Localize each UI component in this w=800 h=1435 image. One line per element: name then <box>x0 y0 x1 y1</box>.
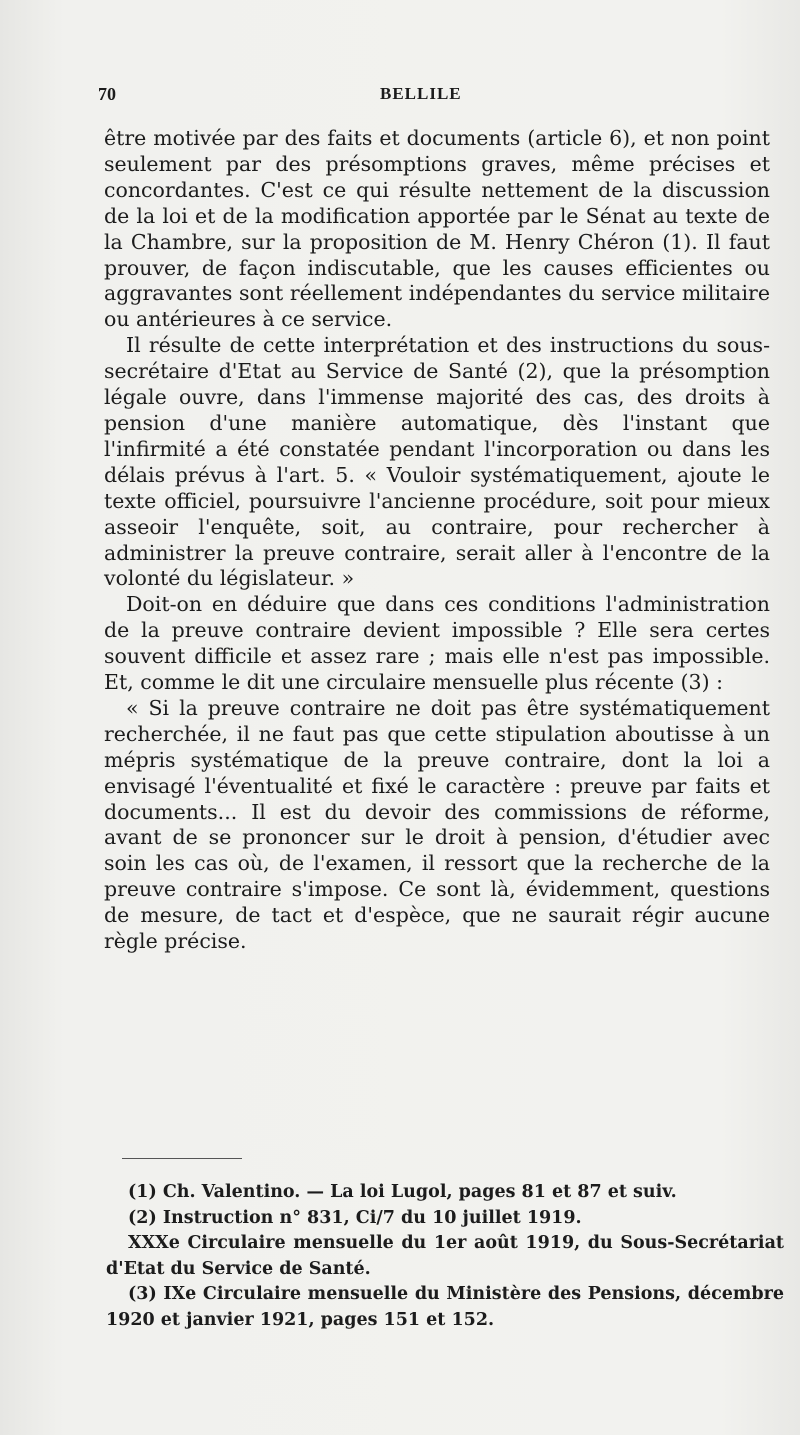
footnote-divider <box>122 1158 242 1159</box>
footnote-2-continuation: XXXe Circulaire mensuelle du 1er août 1919, du Sous-Secrétariat d'Etat du Service de Santé. <box>106 1233 784 1279</box>
page-number: 70 <box>98 84 116 104</box>
page-header <box>98 84 708 110</box>
footnotes <box>106 1180 784 1333</box>
body-text <box>104 126 770 955</box>
paragraph: Il résulte de cette interprétation et des instructions du sous-secrétaire d'Etat au Service de Santé (2), que la présomption légale ouvre, dans l'immense majorité des cas, des droits à pension d'une manière automatique, dès l'instant que l'infirmité a été constatée pendant l'incorporation ou dans les délais prévus à l'art. 5. « Vouloir systématiquement, ajoute le texte officiel, poursuivre l'ancienne procédure, soit pour mieux asseoir l'enquête, soit, au contraire, pour rechercher à administrer la preuve contraire, serait aller à l'encontre de la volonté du législateur. » <box>104 333 770 591</box>
footnote-3: (3) IXe Circulaire mensuelle du Ministère des Pensions, décembre 1920 et janvier 1921, pages 151 et 152. <box>106 1284 784 1330</box>
paragraph-continuation: être motivée par des faits et documents (article 6), et non point seulement par des présomptions graves, même précises et concordantes. C'est ce qui résulte nettement de la discussion de la loi et de la modification apportée par le Sénat au texte de la Chambre, sur la proposition de M. Henry Chéron (1). Il faut prouver, de façon indiscutable, que les causes efficientes ou aggravantes sont réellement indépendantes du service militaire ou antérieures à ce service. <box>104 126 770 332</box>
quoted-paragraph: « Si la preuve contraire ne doit pas être systématiquement recherchée, il ne faut pas que cette stipulation aboutisse à un mépris systématique de la preuve contraire, dont la loi a envisagé l'éventualité et fixé le caractère : preuve par faits et documents... Il est du devoir des commissions de réforme, avant de se prononcer sur le droit à pension, d'étudier avec soin les cas où, de l'examen, il ressort que la recherche de la preuve contraire s'impose. Ce sont là, évidemment, questions de mesure, de tact et d'espèce, que ne saurait régir aucune règle précise. <box>104 695 770 954</box>
footnote-2: (2) Instruction n° 831, Ci/7 du 10 juillet 1919. <box>128 1207 582 1228</box>
running-title: BELLILE <box>380 84 462 103</box>
footnote-1: (1) Ch. Valentino. — La loi Lugol, pages 81 et 87 et suiv. <box>128 1182 677 1202</box>
paragraph: Doit-on en déduire que dans ces conditions l'administration de la preuve contraire devient impossible ? Elle sera certes souvent difficile et assez rare ; mais elle n'est pas impossible. Et, comme le dit une circulaire mensuelle plus récente (3) : <box>104 592 770 695</box>
